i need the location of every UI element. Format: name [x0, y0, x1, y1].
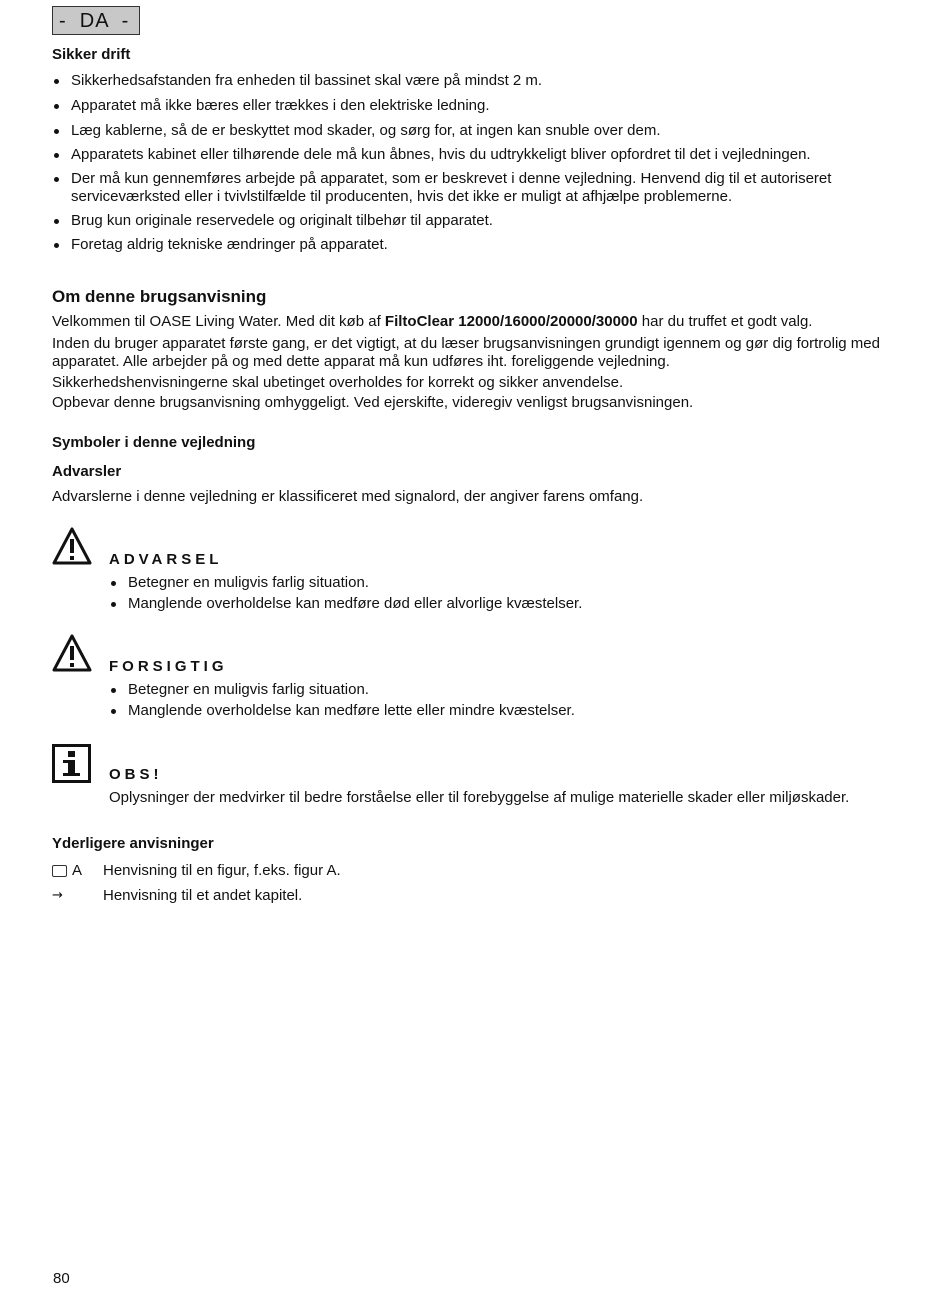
reference-text: Henvisning til et andet kapitel. [103, 887, 303, 904]
warnings-intro: Advarslerne i denne vejledning er klassificeret med signalord, der angiver farens omfang. [52, 488, 644, 505]
about-paragraph: Inden du bruger apparatet første gang, er det vigtigt, at du læser brugsanvisningen grundigt igennem og gør dig fortrolig med apparatet. Alle arbejder på og med dette apparat må kun udføres iht. foreliggende vejledning. [52, 335, 880, 370]
list-item: Apparatet må ikke bæres eller trækkes i den elektriske ledning. [52, 97, 892, 115]
list-item: Betegner en muligvis farlig situation. [109, 574, 892, 592]
page-number: 80 [53, 1270, 70, 1287]
list-item: Foretag aldrig tekniske ændringer på apparatet. [52, 236, 892, 254]
reference-text: Henvisning til en figur, f.eks. figur A. [103, 862, 341, 879]
list-item: Brug kun originale reservedele og originalt tilbehør til apparatet. [52, 212, 892, 230]
list-item: Manglende overholdelse kan medføre død eller alvorlige kvæstelser. [109, 595, 892, 613]
note-text: Oplysninger der medvirker til bedre forståelse eller til forebyggelse af mulige materielle skader eller miljøskader. [109, 789, 850, 806]
warning-triangle-icon [52, 527, 92, 565]
product-name: FiltoClear 12000/16000/20000/30000 [384, 313, 638, 330]
caution-block [52, 634, 892, 720]
list-item: Apparatets kabinet eller tilhørende dele må kun åbnes, hvis du udtrykkeligt bliver opfordret til det i vejledningen. [52, 146, 892, 164]
arrow-right-icon: → [52, 888, 63, 903]
list-item: Læg kablerne, så de er beskyttet mod skader, og sørg for, at ingen kan snuble over dem. [52, 122, 892, 140]
figure-label: A [72, 862, 83, 879]
safe-operation-list [52, 72, 892, 254]
further-heading: Yderligere anvisninger [52, 835, 214, 852]
language-tag-label: - DA - [52, 6, 140, 35]
reference-row [52, 887, 892, 905]
about-paragraph: Opbevar denne brugsanvisning omhyggeligt. Ved ejerskifte, videregiv venligst brugsanvisningen. [52, 394, 694, 411]
caution-list [109, 681, 892, 720]
list-item: Der må kun gennemføres arbejde på apparatet, som er beskrevet i denne vejledning. Henvend dig til et autoriseret serviceværksted eller i tvivlstilfælde til producenten, hvis det ikke er muligt at afhjælpe problemerne. [52, 170, 892, 206]
about-intro-end: har du truffet et godt valg. [637, 313, 813, 330]
about-intro [52, 313, 892, 331]
symbols-heading: Symboler i denne vejledning [52, 434, 256, 451]
about-heading: Om denne brugsanvisning [52, 287, 267, 306]
caution-signal-word: FORSIGTIG [109, 658, 228, 675]
figure-reference-symbol [52, 862, 103, 880]
manual-page [52, 6, 892, 912]
safe-operation-heading: Sikker drift [52, 46, 131, 63]
list-item: Betegner en muligvis farlig situation. [109, 681, 892, 699]
symbols-section [52, 434, 892, 807]
language-tag [52, 6, 892, 35]
about-intro-text: Velkommen til OASE Living Water. Med dit køb af [52, 313, 385, 330]
warnings-heading: Advarsler [52, 463, 122, 480]
warning-block [52, 527, 892, 613]
warning-signal-word: ADVARSEL [109, 551, 223, 568]
warning-list [109, 574, 892, 613]
reference-row [52, 862, 892, 880]
note-signal-word: OBS! [109, 766, 163, 783]
safe-operation-section [52, 46, 892, 254]
note-block [52, 742, 892, 807]
about-paragraph: Sikkerhedshenvisningerne skal ubetinget overholdes for korrekt og sikker anvendelse. [52, 374, 624, 391]
list-item: Sikkerhedsafstanden fra enheden til bassinet skal være på mindst 2 m. [52, 72, 892, 90]
caution-triangle-icon [52, 634, 92, 672]
about-section [52, 287, 892, 412]
further-section [52, 835, 892, 905]
list-item: Manglende overholdelse kan medføre lette eller mindre kvæstelser. [109, 702, 892, 720]
info-icon [52, 744, 92, 784]
figure-box-icon [52, 865, 67, 877]
